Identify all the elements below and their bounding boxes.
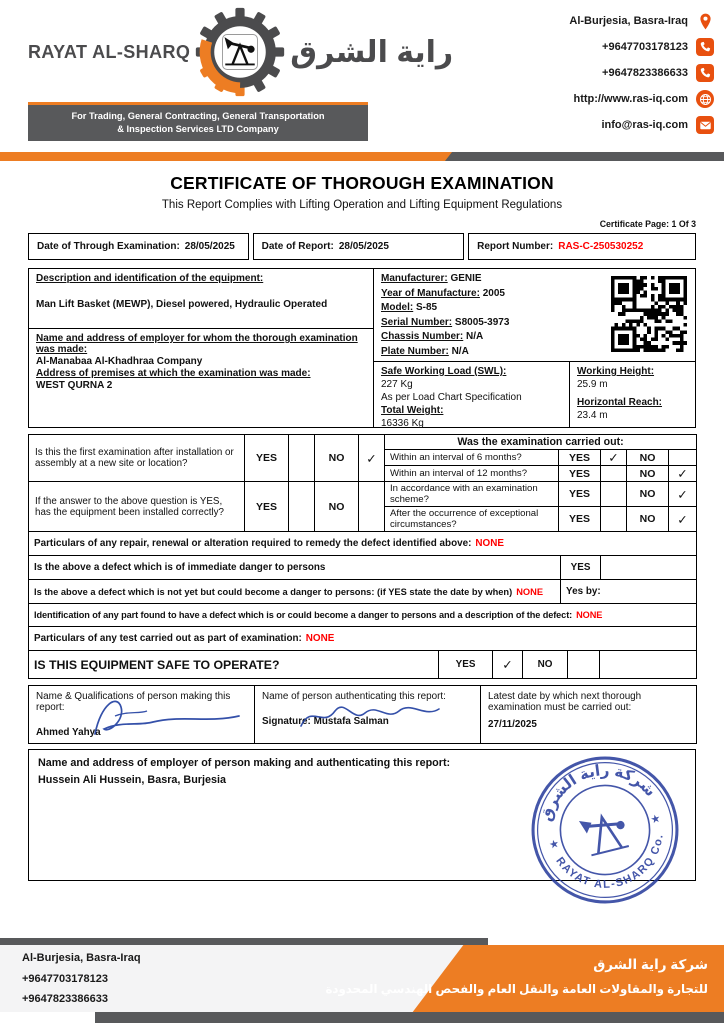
safe-yes-label: YES [438, 651, 492, 678]
divider-dark-segment [445, 152, 724, 161]
interval-12-no-checkbox: ✓ [669, 466, 697, 482]
exceptional-no-checkbox: ✓ [669, 507, 697, 532]
manufacturer-value: GENIE [450, 273, 482, 284]
swl-value: 227 Kg [381, 379, 413, 390]
maker-cell [29, 686, 255, 744]
question-installed-correctly [29, 482, 245, 532]
divider-orange-segment [0, 152, 452, 161]
footer-tagline-arabic: للتجارة والمقاولات العامة والنقل العام والفحص الهندسي المحدودة [325, 982, 708, 996]
safe-spare-cell [599, 651, 696, 678]
interval-12-yes-label: YES [559, 466, 601, 482]
examination-table [28, 434, 697, 679]
report-number-label: Report Number: [477, 241, 554, 252]
chassis-label: Chassis Number: [381, 331, 464, 343]
footer-bottom-stripe [95, 1012, 724, 1023]
contact-phone1-text: +9647703178123 [602, 41, 688, 53]
exceptional-yes-label: YES [559, 507, 601, 532]
model-label: Model: [381, 302, 414, 314]
contact-address-text: Al-Burjesia, Basra-Iraq [569, 15, 688, 27]
contact-list [569, 12, 714, 142]
installed-question-line2: has the equipment been installed correctly? [35, 506, 224, 518]
footer [0, 938, 724, 1024]
reach-cell [570, 362, 695, 427]
safe-no-checkbox [567, 651, 599, 678]
equipment-right-column [374, 269, 695, 427]
contact-website [569, 90, 714, 108]
footer-arabic-block [325, 952, 708, 1000]
installed-yes-label: YES [245, 482, 289, 532]
email-icon [696, 116, 714, 134]
installed-yes-checkbox [289, 482, 315, 532]
stamp-derrick-icon [580, 811, 629, 856]
certificate-page-number: Certificate Page: 1 Of 3 [599, 219, 696, 229]
contact-address [569, 12, 714, 30]
next-exam-label: Latest date by which next thorough examination must be carried out: [488, 691, 642, 713]
load-dimensions-cell [374, 361, 695, 427]
contact-email-text: info@ras-iq.com [601, 119, 688, 131]
exam-date-value: 28/05/2025 [184, 241, 235, 252]
repair-particulars-value: NONE [475, 538, 504, 549]
signature-label: Signature: [262, 716, 311, 727]
repair-particulars-row [29, 532, 696, 555]
plate-value: N/A [451, 345, 469, 357]
certificate-title: CERTIFICATE OF THOROUGH EXAMINATION [170, 173, 554, 193]
serial-label: Serial Number: [381, 316, 453, 328]
model-value: S-85 [416, 302, 438, 314]
premises-value: WEST QURNA 2 [36, 380, 113, 391]
company-name-arabic: راية الشرق [290, 35, 454, 69]
safe-to-operate-row [29, 651, 696, 678]
exceptional-yes-checkbox [601, 507, 627, 532]
installed-no-checkbox [359, 482, 385, 532]
tagline-line1: For Trading, General Contracting, General Transportation [71, 111, 325, 121]
exam-date-box [28, 233, 249, 260]
immediate-danger-label: Is the above a defect which is of immediate danger to persons [34, 562, 326, 573]
stamp-arabic-text: شركة راية الشرق [537, 762, 659, 824]
employer-of-persons-label: Name and address of employer of person making and authenticating this report: [38, 757, 451, 769]
equipment-description-label: Description and identification of the equipment: [36, 273, 264, 284]
contact-phone-2 [569, 64, 714, 82]
authenticator-name: Mustafa Salman [313, 716, 389, 727]
qr-code [608, 273, 690, 355]
safe-yes-checkbox: ✓ [492, 651, 522, 678]
scheme-no-checkbox: ✓ [669, 482, 697, 507]
contact-phone-1 [569, 38, 714, 56]
report-number-value: RAS-C-250530252 [558, 241, 644, 252]
test-particulars-cell [29, 627, 696, 650]
footer-contact-block [22, 948, 141, 1010]
stamp-star-left: ★ [548, 837, 561, 852]
interval-6-no-checkbox [669, 450, 697, 466]
tagline-line2: & Inspection Services LTD Company [117, 124, 279, 134]
installed-question-line1: If the answer to the above question is YES, [35, 495, 223, 507]
manufacturer-details-cell [374, 269, 695, 361]
globe-icon [696, 90, 714, 108]
defect-identification-value: NONE [576, 610, 603, 620]
first-exam-no-label: NO [315, 435, 359, 482]
interval-6-no-label: NO [627, 450, 669, 466]
carried-out-header: Was the examination carried out: [385, 435, 697, 450]
defect-identification-label: Identification of any part found to have a defect which is or could become a danger to persons and a description of the defect: [34, 610, 573, 620]
interval-12-question: Within an interval of 12 months? [385, 466, 559, 482]
manufacturer-label: Manufacturer: [381, 273, 448, 284]
interval-6-question: Within an interval of 6 months? [385, 450, 559, 466]
report-date-value: 28/05/2025 [338, 241, 389, 252]
employer-premises-cell [29, 329, 373, 427]
footer-band [0, 945, 724, 1012]
future-danger-label: Is the above a defect which is not yet but could become a danger to persons: (if YES state the date by when) [34, 586, 513, 597]
year-value: 2005 [482, 287, 505, 299]
equipment-description-value: Man Lift Basket (MEWP), Diesel powered, Hydraulic Operated [36, 299, 328, 310]
working-height-label: Working Height: [577, 366, 655, 377]
authenticator-cell [255, 686, 481, 744]
horizontal-reach-value: 23.4 m [577, 410, 608, 421]
plate-label: Plate Number: [381, 345, 449, 357]
gear-oil-derrick-logo-icon [194, 6, 286, 98]
stamp-english-text: RAYAT AL-SHARQ Co. [553, 832, 666, 891]
next-exam-cell [481, 686, 697, 744]
maker-name: Ahmed Yahya [36, 727, 101, 738]
interval-6-yes-label: YES [559, 450, 601, 466]
company-logo [28, 6, 454, 141]
chassis-value: N/A [466, 331, 484, 343]
title-section [0, 173, 724, 211]
phone-icon [696, 38, 714, 56]
immediate-danger-yes-label: YES [560, 556, 600, 579]
test-particulars-row [29, 627, 696, 650]
repair-particulars-cell [29, 532, 696, 555]
scheme-yes-label: YES [559, 482, 601, 507]
footer-phone-1: +9647703178123 [22, 972, 108, 985]
safe-to-operate-label: IS THIS EQUIPMENT SAFE TO OPERATE? [34, 657, 280, 672]
swl-note: As per Load Chart Specification [381, 392, 522, 403]
future-danger-yes-by-cell: Yes by: [560, 580, 696, 603]
future-danger-value: NONE [516, 586, 544, 597]
repair-particulars-label: Particulars of any repair, renewal or alteration required to remedy the defect identified above: [34, 538, 472, 549]
contact-phone2-text: +9647823386633 [602, 67, 688, 79]
report-date-label: Date of Report: [261, 241, 334, 252]
footer-phone-2: +9647823386633 [22, 993, 108, 1005]
employer-value: Al-Manabaa Al-Khadhraa Company [36, 356, 203, 367]
year-label: Year of Manufacture: [381, 287, 480, 299]
footer-address: Al-Burjesia, Basra-Iraq [22, 952, 141, 964]
safe-no-label: NO [522, 651, 567, 678]
working-height-value: 25.9 m [577, 379, 608, 390]
employer-label: Name and address of employer for whom the thorough examination was made: [36, 333, 358, 355]
company-name-english: RAYAT AL-SHARQ [28, 41, 191, 62]
first-exam-yes-checkbox [289, 435, 315, 482]
contact-email [569, 116, 714, 134]
exceptional-question: After the occurrence of exceptional circumstances? [385, 507, 559, 532]
total-weight-value: 16336 Kg [381, 418, 424, 429]
certificate-subtitle: This Report Complies with Lifting Operation and Lifting Equipment Regulations [161, 199, 563, 211]
meta-row [28, 233, 696, 260]
scheme-no-label: NO [627, 482, 669, 507]
immediate-danger-row [29, 556, 696, 579]
interval-12-no-label: NO [627, 466, 669, 482]
swl-label: Safe Working Load (SWL): [381, 366, 507, 377]
future-danger-cell [29, 580, 560, 603]
swl-cell [374, 362, 570, 427]
interval-6-yes-checkbox: ✓ [601, 450, 627, 466]
equipment-left-column [29, 269, 374, 427]
defect-identification-row [29, 604, 696, 626]
employer-of-persons-value: Hussein Ali Hussein, Basra, Burjesia [38, 774, 227, 786]
question-first-examination: Is this the first examination after installation or assembly at a new site or location? [29, 435, 245, 482]
header-divider-bar [0, 152, 724, 161]
premises-label: Address of premises at which the examination was made: [36, 368, 311, 379]
first-exam-no-checkbox: ✓ [359, 435, 385, 482]
installed-no-label: NO [315, 482, 359, 532]
report-number-box [468, 233, 696, 260]
exceptional-no-label: NO [627, 507, 669, 532]
signature-table [28, 685, 697, 744]
authenticator-label: Name of person authenticating this report: [262, 691, 446, 702]
report-date-box [253, 233, 464, 260]
footer-company-arabic: شركة راية الشرق [593, 957, 708, 972]
header [0, 0, 724, 152]
scheme-yes-checkbox [601, 482, 627, 507]
scheme-question: In accordance with an examination scheme? [385, 482, 559, 507]
future-danger-row [29, 580, 696, 603]
equipment-description-cell [29, 269, 373, 329]
stamp-star-right: ★ [649, 812, 662, 827]
maker-label: Name & Qualifications of person making this report: [36, 691, 231, 713]
phone-icon [696, 64, 714, 82]
total-weight-label: Total Weight: [381, 405, 444, 416]
contact-website-text: http://www.ras-iq.com [573, 93, 688, 105]
location-pin-icon [696, 12, 714, 30]
equipment-section [28, 268, 696, 428]
interval-12-yes-checkbox [601, 466, 627, 482]
footer-top-stripe [0, 938, 488, 945]
serial-value: S8005-3973 [454, 316, 510, 328]
company-tagline [28, 102, 368, 141]
first-exam-yes-label: YES [245, 435, 289, 482]
employer-box [28, 749, 696, 891]
horizontal-reach-label: Horizontal Reach: [577, 397, 663, 408]
defect-identification-cell [29, 604, 696, 626]
immediate-danger-answer-box [600, 556, 696, 579]
exam-date-label: Date of Through Examination: [37, 241, 180, 252]
test-particulars-value: NONE [305, 633, 335, 644]
test-particulars-label: Particulars of any test carried out as part of examination: [34, 633, 302, 644]
next-exam-date: 27/11/2025 [488, 719, 537, 730]
